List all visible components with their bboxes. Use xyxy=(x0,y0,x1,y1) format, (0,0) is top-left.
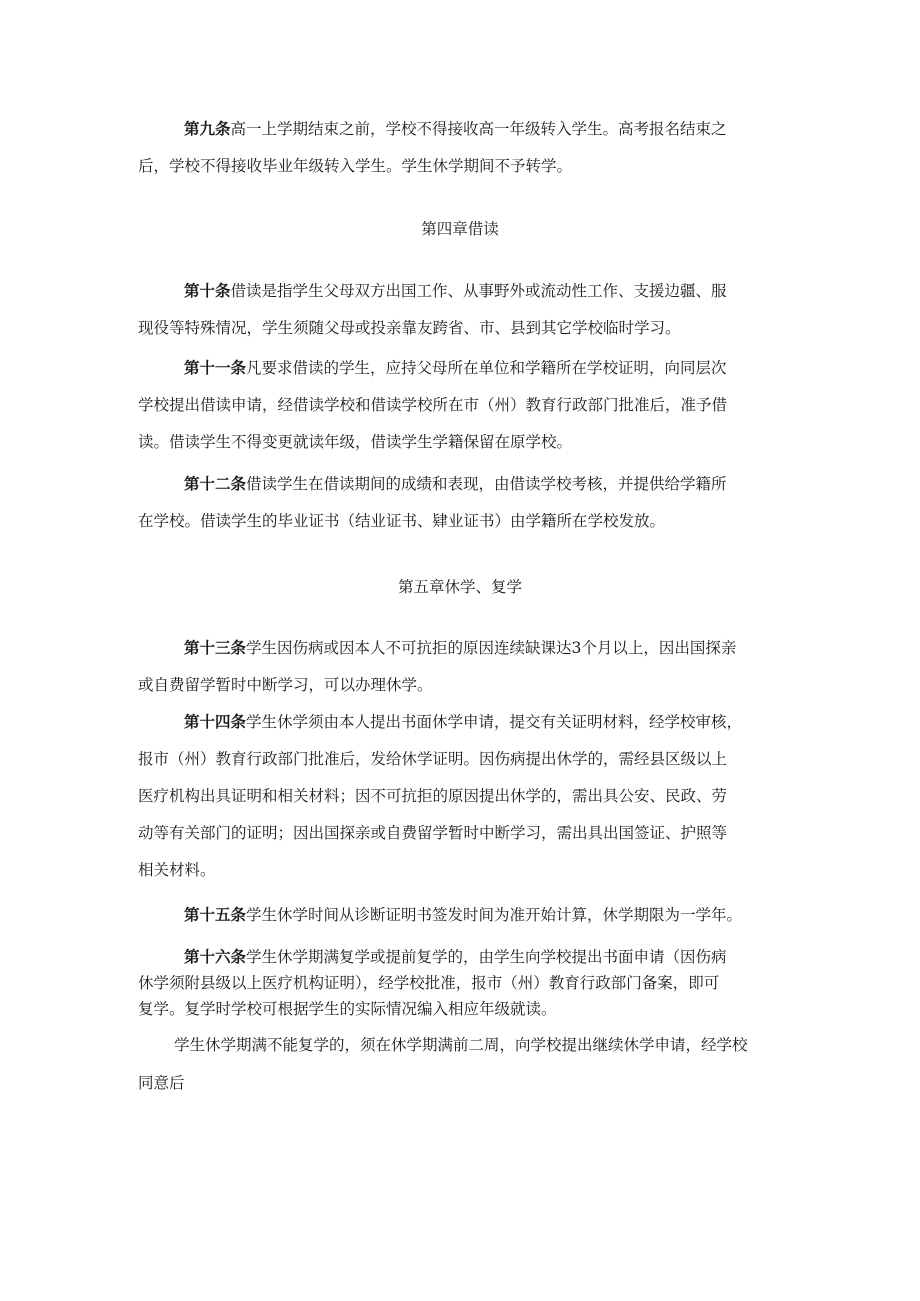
article-text: 学生休学期满复学或提前复学的，由学生向学校提出书面申请（因伤病 xyxy=(246,948,727,966)
article-14 xyxy=(138,704,790,889)
article-10 xyxy=(138,273,790,347)
article-11 xyxy=(138,350,790,461)
article-label: 第十三条 xyxy=(184,639,247,657)
article-13 xyxy=(138,630,790,704)
article-text: 高一上学期结束之前，学校不得接收高一年级转入学生。高考报名结束之 xyxy=(230,120,727,138)
article-text: 学生因伤病或因本人不可抗拒的原因连续缺课达3个月以上，因出国探亲 xyxy=(246,639,737,657)
article-text: 学生休学期满不能复学的，须在休学期满前二周，向学校提出继续休学申请，经学校 xyxy=(174,1036,748,1054)
article-label: 第十五条 xyxy=(184,906,247,924)
continuation-paragraph xyxy=(138,1026,798,1102)
article-label: 第九条 xyxy=(184,120,231,138)
article-16 xyxy=(138,944,790,1022)
article-text: 报市（州）教育行政部门批准后，发给休学证明。因伤病提出休学的，需经县区级以上 xyxy=(138,750,728,768)
article-text: 读。借读学生不得变更就读年级，借读学生学籍保留在原学校。 xyxy=(138,433,573,451)
article-text: 后，学校不得接收毕业年级转入学生。学生休学期间不予转学。 xyxy=(138,157,573,175)
article-text: 凡要求借读的学生，应持父母所在单位和学籍所在学校证明，向同层次 xyxy=(246,359,727,377)
article-text: 休学须附县级以上医疗机构证明），经学校批准，报市（州）教育行政部门备案，即可 xyxy=(138,974,720,992)
article-label: 第十一条 xyxy=(184,359,247,377)
chapter-heading: 第四章借读 xyxy=(421,220,499,238)
article-label: 第十四条 xyxy=(184,713,247,731)
article-9 xyxy=(138,111,790,185)
article-label: 第十二条 xyxy=(184,475,247,493)
article-text: 现役等特殊情况，学生须随父母或投亲靠友跨省、市、县到其它学校临时学习。 xyxy=(138,319,681,337)
article-text: 复学。复学时学校可根据学生的实际情况编入相应年级就读。 xyxy=(138,1000,557,1018)
article-15 xyxy=(138,897,790,934)
article-text: 或自费留学暂时中断学习，可以办理休学。 xyxy=(138,676,433,694)
article-text: 动等有关部门的证明；因出国探亲或自费留学暂时中断学习，需出具出国签证、护照等 xyxy=(138,824,728,842)
chapter-heading: 第五章休学、复学 xyxy=(397,578,522,596)
article-text: 同意后 xyxy=(138,1074,185,1092)
article-text: 相关材料。 xyxy=(138,861,216,879)
article-text: 学校提出借读申请，经借读学校和借读学校所在市（州）教育行政部门批准后，准予借 xyxy=(138,396,728,414)
article-text: 学生休学时间从诊断证明书签发时间为准开始计算，休学期限为一学年。 xyxy=(246,906,743,924)
article-text: 医疗机构出具证明和相关材料；因不可抗拒的原因提出休学的，需出具公安、民政、劳 xyxy=(138,787,728,805)
article-12 xyxy=(138,466,790,540)
article-text: 借读学生在借读期间的成绩和表现，由借读学校考核，并提供给学籍所 xyxy=(246,475,727,493)
article-text: 在学校。借读学生的毕业证书（结业证书、肄业证书）由学籍所在学校发放。 xyxy=(138,512,666,530)
article-label: 第十条 xyxy=(184,282,231,300)
article-label: 第十六条 xyxy=(184,948,247,966)
article-text: 借读是指学生父母双方出国工作、从事野外或流动性工作、支援边疆、服 xyxy=(230,282,727,300)
article-text: 学生休学须由本人提出书面休学申请，提交有关证明材料，经学校审核， xyxy=(246,713,743,731)
